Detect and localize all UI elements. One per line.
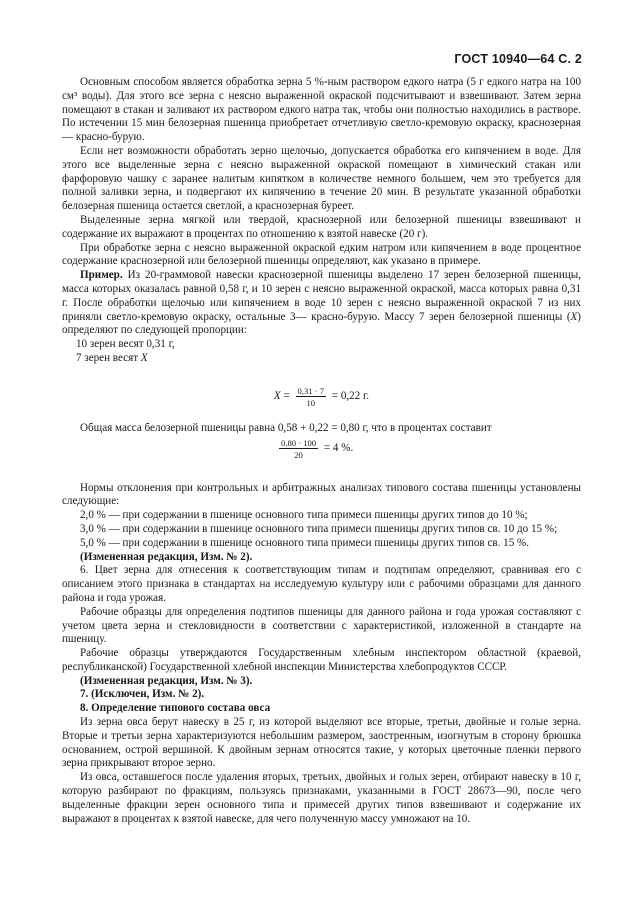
section-8-fractions: Из овса, оставшегося после удаления вторых, третьих, двойных и голых зерен, отбирают навеску в 10 г, которую разбирают по фракциям, пользуясь признаками, указанными в ГОСТ 28673—90, после чего выделенные фракции зерен основного типа и примесей других типов взвешивают и содержание их выражают в процентах к взятой навеске, для чего полученную массу умножают на 10. [62,771,581,825]
paragraph-alkali-method: Основным способом является обработка зерна 5 %-ным раствором едкого натра (5 г едкого натра на 100 см³ воды). Для этого все зерна с неясно выраженной окраской подсчитывают и взвешивают. Затем зерна помещают в стакан и заливают их раствором едкого натра так, чтобы они полностью находились в растворе. По истечении 15 мин белозерная пшеница приобретает отчетливую светло-кремовую окраску, краснозерная — красно-бурую. [62,76,581,144]
norm-item-3: 5,0 % — при содержании в пшенице основного типа примеси пшеницы других типов св. 15 %. [80,536,530,549]
formula-numerator: 0,31 · 7 [297,385,325,396]
paragraph-norms-intro: Нормы отклонения при контрольных и арбитражных анализах типового состава пшеницы установлены следующие: [62,481,581,508]
amendment-note-2: (Измененная редакция, Изм. № 2). [80,550,253,563]
paragraph-boiling-method: Если нет возможности обработать зерно щелочью, допускается обработка его кипячением в воде. Для этого все выделенные зерна с неясно выраженной окраской помещают в химический стакан или фарфоровую чашку с заранее налитым кипятком в количестве немного большем, чем это требуется для полной заливки зерна, и подвергают их кипячению в течение 20 мин. В результате указанной обработки белозерная пшеница остается светлой, а краснозерная буреет. [62,144,581,213]
section-8-heading: 8. Определение типового состава овса [80,702,271,715]
norm-item-2: 3,0 % — при содержании в пшенице основного типа примеси пшеницы других типов св. 10 до 15 %; [80,522,558,535]
formula-variable: X [273,389,281,402]
amendment-note-3: (Измененная редакция, Изм. № 3). [80,674,253,687]
formula-result: = 0,22 г. [329,389,370,402]
section-7-excluded: 7. (Исключен, Изм. № 2). [80,688,205,701]
proportion-text: 7 зерен весят [76,351,141,364]
section-8-sampling: Из зерна овса берут навеску в 25 г, из которой выделяют все вторые, третьи, двойные и голые зерна. Вторые и третьи зерна характеризуются небольшим размером, заостренным, изогнутым в сторону брюшка основанием, острой вершиной. К двойным зернам относятся такие, у которых цветочные пленки первого зерна прикрывают второе зерно. [62,716,581,770]
document-body [62,76,581,826]
paragraph-example [62,269,581,338]
percent-numerator: 0,80 · 100 [281,437,317,448]
section-6-approval: Рабочие образцы утверждаются Государственным хлебным инспектором областной (краевой, республиканской) Государственной хлебной инспекции Министерства хлебопродуктов СССР. [62,647,581,673]
example-variable: X [570,310,578,323]
page-header: ГОСТ 10940—64 С. 2 [454,52,582,66]
paragraph-weighing: Выделенные зерна мягкой или твердой, краснозерной или белозерной пшеницы взвешивают и содержание их выражают в процентах по отношению к взятой навеске (20 г). [62,213,581,240]
percent-denominator: 20 [294,449,303,460]
formula-percent [62,438,581,460]
proportion-line-2 [62,352,581,366]
paragraph-total-mass: Общая масса белозерной пшеницы равна 0,58 + 0,22 = 0,80 г, что в процентах составит [80,421,492,434]
example-tail: ) определяют по следующей пропорции: [62,310,581,337]
formula-fraction [296,386,327,408]
percent-result: = 4 %. [321,441,354,454]
formula-equals: = [280,389,293,402]
example-text: Из 20-граммовой навески краснозерной пшеницы выделено 17 зерен белозерной пшеницы, масса которых оказалась равной 0,58 г, и 10 зерен с неясно выраженной окраской, масса которых равна 0,31 г. После обработки щелочью или кипячением в воде 10 зерен с неясно выраженной окраской 7 из них приняли светло-кремовую окраску, остальные 3— красно-бурую. Массу 7 зерен белозерной пшеницы ( [62,269,581,323]
formula-denominator: 10 [306,397,316,408]
section-6-color: 6. Цвет зерна для отнесения к соответствующим типам и подтипам определяют, сравнивая его с описанием этого признака в стандартах на исследуемую культуру или с рабочими образцами для данного района и года урожая. [62,564,581,604]
paragraph-percentage: При обработке зерна с неясно выраженной окраской едким натром или кипячением в воде процентное содержание краснозерной или белозерной пшеницы определяют, как указано в примере. [62,241,581,268]
percent-fraction [279,438,318,460]
section-6-samples: Рабочие образцы для определения подтипов пшеницы для данного района и года урожая составляют с учетом цвета зерна и стекловидности в соответствии с характеристикой, изложенной в стандарте на пшеницу. [62,605,581,646]
formula-mass [62,386,581,408]
proportion-line-1: 10 зерен весят 0,31 г, [76,338,175,351]
example-label: Пример. [80,269,123,282]
norm-item-1: 2,0 % — при содержании в пшенице основного типа примеси пшеницы других типов до 10 %; [80,509,528,522]
proportion-variable: X [140,351,148,364]
